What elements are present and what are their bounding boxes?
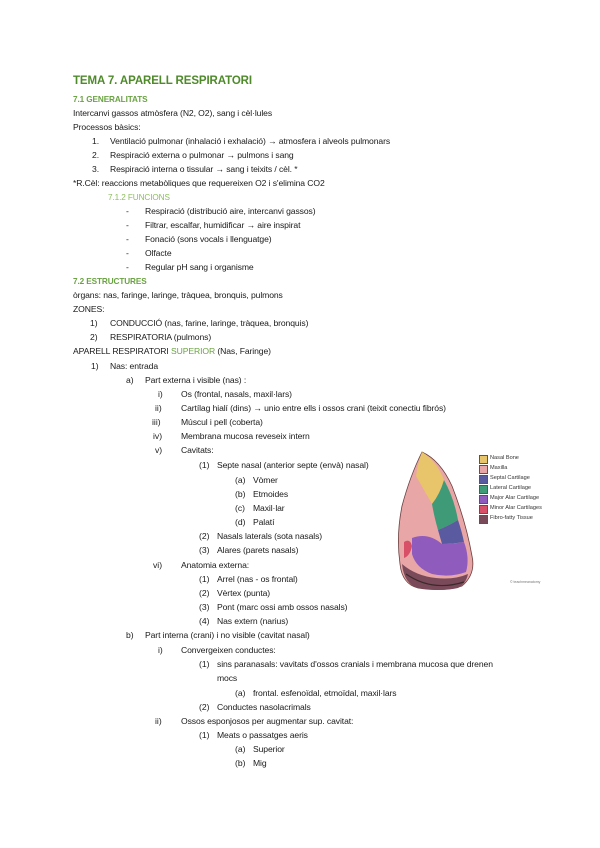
intro-line: Intercanvi gassos atmòsfera (N2, O2), sang i cèl·lules [73, 108, 273, 118]
list-item: Os (frontal, nasals, maxil·lars) [181, 389, 292, 399]
legend-swatch [479, 485, 488, 494]
list-item: Cartílag hialí (dins) → unio entre ells i ossos crani (teixit conectiu fibrós) [181, 403, 446, 413]
list-marker: i) [158, 389, 163, 399]
legend-swatch [479, 455, 488, 464]
list-item: Nas: entrada [110, 361, 159, 371]
list-marker: (4) [199, 616, 210, 626]
list-item: Respiració (distribució aire, intercanvi gassos) [145, 206, 316, 216]
list-item: Fonació (sons vocals i llenguatge) [145, 234, 272, 244]
subsection-heading-funcions: 7.1.2 FUNCIONS [108, 193, 170, 202]
list-item: Septe nasal (anterior septe (envà) nasal) [217, 460, 369, 470]
list-item: Alares (parets nasals) [217, 545, 299, 555]
legend-swatch [479, 495, 488, 504]
upper-highlight: SUPERIOR [170, 346, 216, 356]
list-marker: (a) [235, 475, 246, 485]
list-item: Vòmer [253, 475, 278, 485]
zones-label: ZONES: [73, 304, 105, 314]
list-item: Pont (marc ossi amb ossos nasals) [217, 602, 348, 612]
list-marker: (3) [199, 602, 210, 612]
list-marker: (d) [235, 517, 246, 527]
list-item: Anatomia externa: [181, 560, 250, 570]
list-item: Superior [253, 744, 285, 754]
list-item: Ventilació pulmonar (inhalació i exhalació) → atmosfera i alveols pulmonars [110, 136, 391, 146]
list-marker: - [126, 248, 129, 258]
list-item: frontal. esfenoïdal, etmoïdal, maxil·lars [253, 688, 397, 698]
figure-credit: © teachmeanatomy [510, 580, 541, 584]
nose-anatomy-illustration [392, 446, 476, 592]
list-marker: (2) [199, 531, 210, 541]
list-item: Part interna (crani) i no visible (cavitat nasal) [145, 630, 310, 640]
list-marker: (c) [235, 503, 246, 513]
list-item: RESPIRATORIA (pulmons) [110, 332, 212, 342]
list-marker: - [126, 234, 129, 244]
list-item: Olfacte [145, 248, 172, 258]
list-item: Conductes nasolacrimals [217, 702, 311, 712]
list-marker: (a) [235, 744, 246, 754]
list-marker: (3) [199, 545, 210, 555]
list-marker: iv) [153, 431, 163, 441]
list-item: Etmoides [253, 489, 289, 499]
legend-label: Major Alar Cartilage [490, 495, 540, 501]
list-item: Maxil·lar [253, 503, 285, 513]
list-marker: b) [126, 630, 134, 640]
processes-label: Processos bàsics: [73, 122, 141, 132]
list-item: Convergeixen conductes: [181, 645, 276, 655]
list-marker: (a) [235, 688, 246, 698]
section-heading-estructures: 7.2 ESTRUCTURES [73, 277, 147, 286]
list-item: Meats o passatges aeris [217, 730, 308, 740]
legend-swatch [479, 505, 488, 514]
list-item: sins paranasals: vavitats d'ossos cranials i membrana mucosa que drenen [217, 659, 493, 669]
list-item: Filtrar, escalfar, humidificar → aire inspirat [145, 220, 301, 230]
list-item: Nas extern (narius) [217, 616, 289, 626]
list-marker: v) [155, 445, 163, 455]
list-marker: 1) [90, 318, 98, 328]
list-marker: (b) [235, 758, 246, 768]
legend-label: Nasal Bone [490, 455, 519, 461]
list-marker: - [126, 206, 129, 216]
list-marker: (1) [199, 574, 210, 584]
list-marker: (b) [235, 489, 246, 499]
legend-label: Septal Cartilage [490, 475, 530, 481]
page-title: TEMA 7. APARELL RESPIRATORI [73, 75, 252, 87]
list-item: Mig [253, 758, 267, 768]
list-marker: ii) [155, 716, 162, 726]
list-item: Regular pH sang i organisme [145, 262, 254, 272]
list-marker: (2) [199, 702, 210, 712]
list-marker: ii) [155, 403, 162, 413]
legend-swatch [479, 475, 488, 484]
list-item-continuation: mocs [217, 673, 238, 683]
list-marker: 2. [92, 150, 100, 160]
list-item: Respiració externa o pulmonar → pulmons i sang [110, 150, 294, 160]
list-marker: vi) [153, 560, 163, 570]
list-item: Palatí [253, 517, 275, 527]
list-marker: (1) [199, 659, 210, 669]
list-item: Vèrtex (punta) [217, 588, 271, 598]
list-marker: iii) [152, 417, 161, 427]
legend-label: Minor Alar Cartilages [490, 505, 542, 511]
list-marker: 2) [90, 332, 98, 342]
organs-line: òrgans: nas, faringe, laringe, tràquea, bronquis, pulmons [73, 290, 283, 300]
legend-label: Fibro-fatty Tissue [490, 515, 533, 521]
legend-swatch [479, 515, 488, 524]
list-marker: a) [126, 375, 134, 385]
list-marker: 1) [91, 361, 99, 371]
list-item: Múscul i pell (coberta) [181, 417, 263, 427]
list-marker: 3. [92, 164, 100, 174]
list-marker: (2) [199, 588, 210, 598]
list-marker: i) [158, 645, 163, 655]
list-marker: - [126, 262, 129, 272]
list-marker: - [126, 220, 129, 230]
list-item: Arrel (nas - os frontal) [217, 574, 298, 584]
list-item: Respiració interna o tissular → sang i teixits / cèl. * [110, 164, 298, 174]
list-marker: (1) [199, 460, 210, 470]
upper-tract-heading [73, 346, 271, 357]
list-item: Membrana mucosa reveseix intern [181, 431, 310, 441]
section-heading-generalitats: 7.1 GENERALITATS [73, 95, 148, 104]
legend-label: Lateral Cartilage [490, 485, 532, 491]
list-marker: 1. [92, 136, 100, 146]
list-marker: (1) [199, 730, 210, 740]
list-item: Part externa i visible (nas) : [145, 375, 247, 385]
upper-label: APARELL RESPIRATORI [73, 346, 169, 356]
list-item: CONDUCCIÓ (nas, farine, laringe, tràquea, bronquis) [110, 318, 309, 328]
list-item: Ossos esponjosos per augmentar sup. cavitat: [181, 716, 354, 726]
upper-suffix: (Nas, Faringe) [217, 346, 271, 356]
legend-swatch [479, 465, 488, 474]
list-item: Cavitats: [181, 445, 214, 455]
list-item: Nasals laterals (sota nasals) [217, 531, 323, 541]
legend-label: Maxilla [490, 465, 508, 471]
note-line: *R.Cèl: reaccions metabòliques que requereixen O2 i s'elimina CO2 [73, 178, 325, 188]
